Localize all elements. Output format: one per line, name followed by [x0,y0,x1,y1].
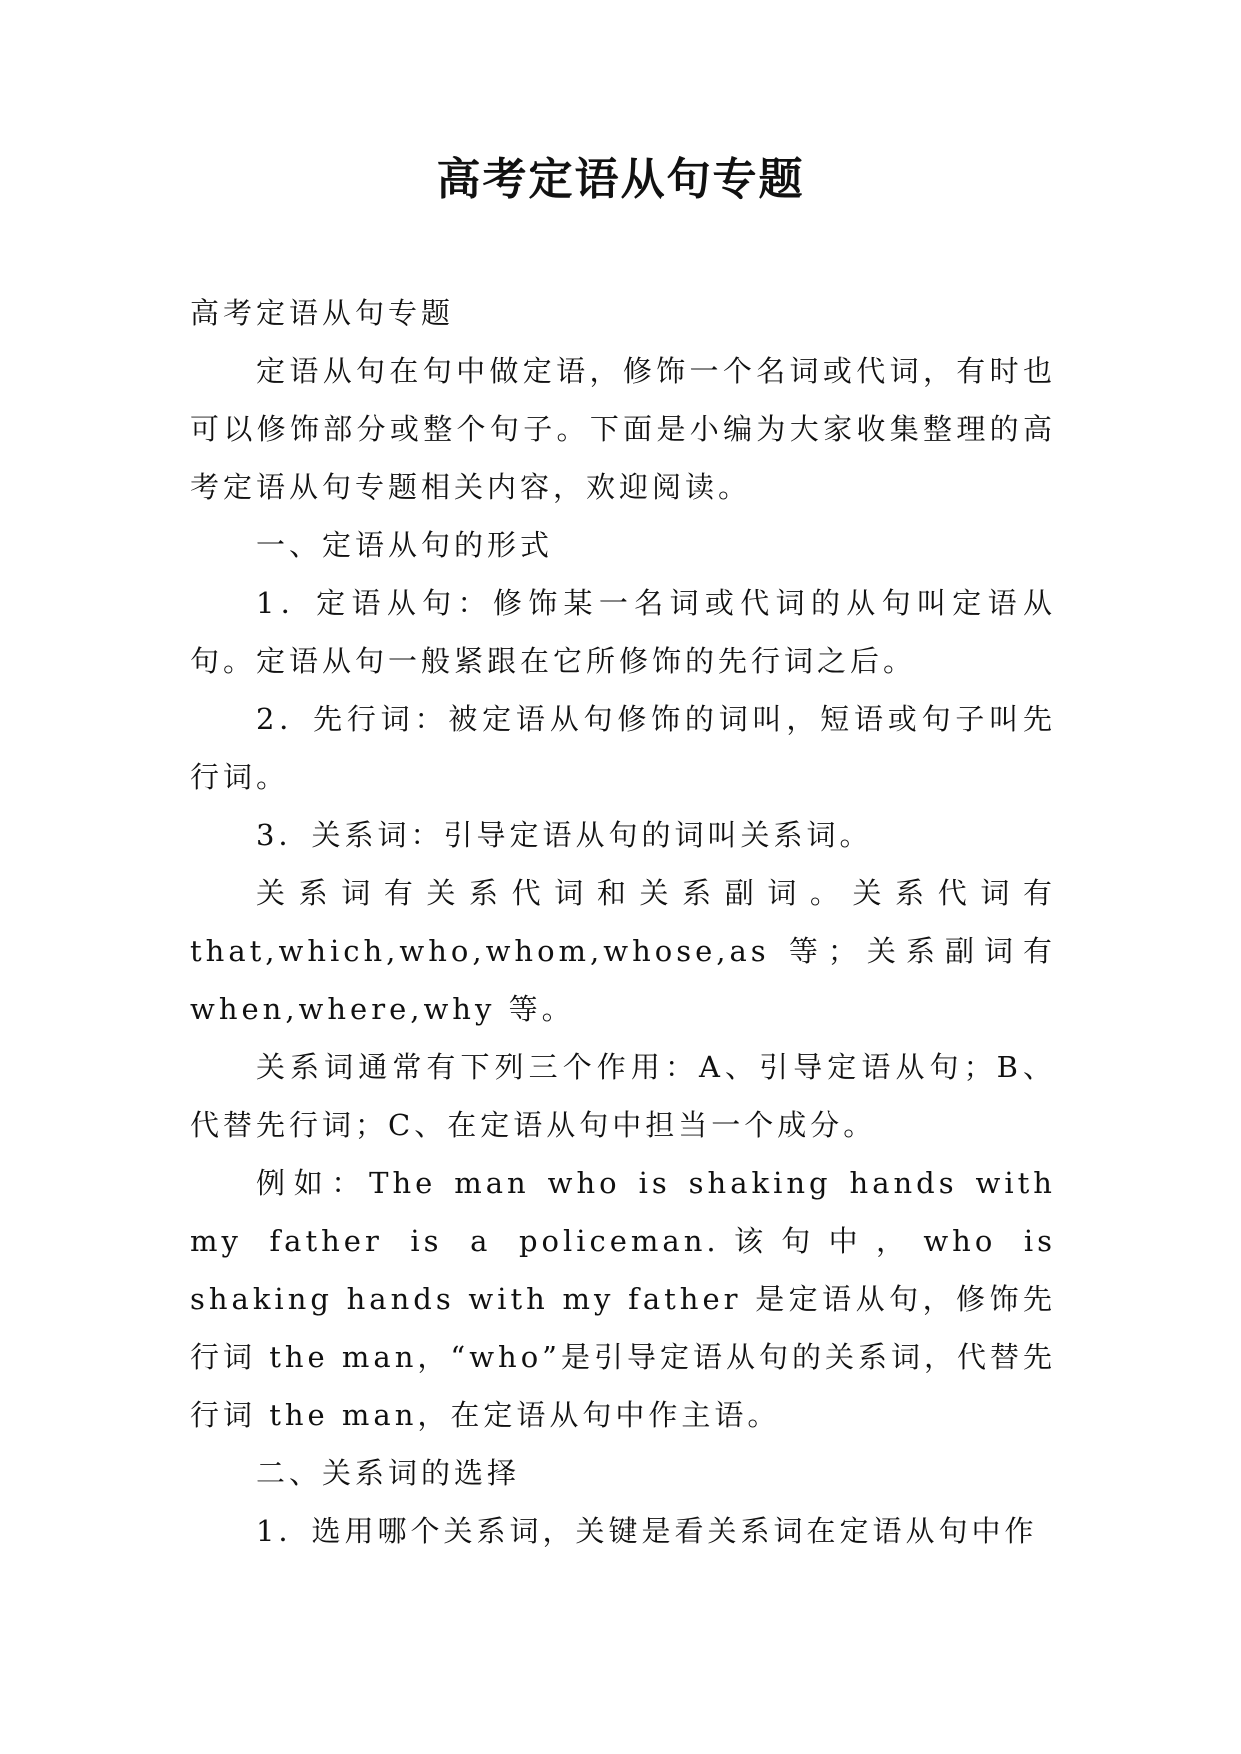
document-body [190,284,1056,1560]
intro-paragraph: 定语从句在句中做定语，修饰一个名词或代词，有时也可以修饰部分或整个句子。下面是小编为大家收集整理的高考定语从句专题相关内容，欢迎阅读。 [190,354,1056,504]
document-title: 高考定语从句专题 [436,154,805,205]
definition-paragraph-3: 3．关系词：引导定语从句的词叫关系词。 [256,818,873,852]
subtitle-paragraph: 高考定语从句专题 [190,296,455,330]
selection-paragraph-1: 1．选用哪个关系词，关键是看关系词在定语从句中作 [256,1514,1038,1548]
relative-words-paragraph: 关系词有关系代词和关系副词。关系代词有that,which,who,whom,whose,as 等；关系副词有when,where,why 等。 [190,876,1056,1026]
functions-paragraph: 关系词通常有下列三个作用：A、引导定语从句；B、代替先行词；C、在定语从句中担当一个成分。 [190,1050,1056,1142]
section-heading-2: 二、关系词的选择 [256,1456,521,1490]
example-paragraph: 例如：The man who is shaking hands with my father is a policeman.该句中，who is shaking hands with my father 是定语从句，修饰先行词 the man，“who”是引导定语从句的关系词，代替先行词 the man，在定语从句中作主语。 [190,1166,1057,1432]
definition-paragraph-1: 1．定语从句：修饰某一名词或代词的从句叫定语从句。定语从句一般紧跟在它所修饰的先行词之后。 [190,586,1056,678]
definition-paragraph-2: 2．先行词：被定语从句修饰的词叫，短语或句子叫先行词。 [190,702,1056,794]
section-heading-1: 一、定语从句的形式 [256,528,554,562]
